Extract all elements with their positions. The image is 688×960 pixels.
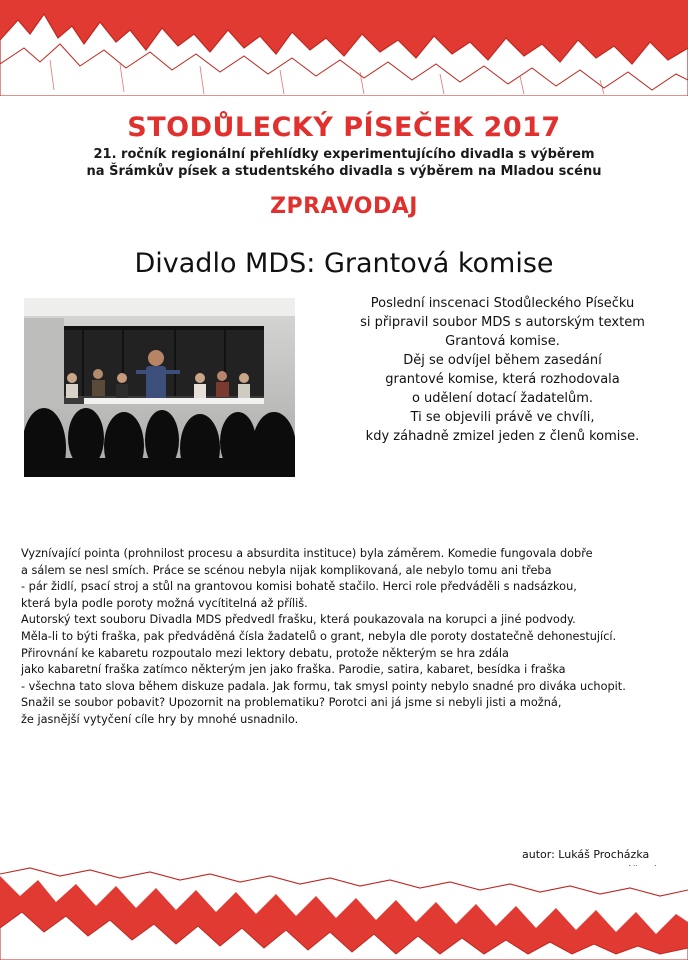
mountain-pattern-bottom xyxy=(0,866,688,960)
body-line: - pár židlí, psací stroj a stůl na grantovou komisi bohatě stačilo. Herci role předváděli s nadsázkou, xyxy=(21,580,577,594)
intro-line: Grantová komise. xyxy=(445,334,560,349)
body-line: Vyznívající pointa (prohnilost procesu a absurdita instituce) byla záměrem. Komedie fungovala dobře xyxy=(21,547,593,560)
body-line: Autorský text souboru Divadla MDS předvedl frašku, která poukazovala na korupci a jiné podvody. xyxy=(21,613,576,627)
author-credit: autor: Lukáš Procházka xyxy=(522,848,650,861)
body-line: a sálem se nesl smích. Práce se scénou nebyla nijak komplikovaná, ale nebylo tomu ani třeba xyxy=(21,563,552,577)
subtitle-line: na Šrámkův písek a studentského divadla s výběrem na Mladou scénu xyxy=(86,164,602,179)
newsletter-label: ZPRAVODAJ xyxy=(270,194,418,219)
festival-title: STODŮLECKÝ PÍSEČEK 2017 xyxy=(127,112,561,143)
body-line: Přirovnání ke kabaretu rozpoutalo mezi lektory debatu, protože některým se hra zdála xyxy=(21,646,509,660)
body-line: Snažil se soubor pobavit? Upozornit na problematiku? Porotci ani já jsme si nebyli jisti a možná, xyxy=(21,696,562,710)
body-line: Měla-li to býti fraška, pak předváděná čísla žadatelů o grant, nebyla dle poroty dostatečně dehonestující. xyxy=(21,629,617,643)
bottom-decorative-band xyxy=(0,866,688,960)
intro-line: Ti se objevili právě ve chvíli, xyxy=(410,410,595,425)
body-line: která byla podle poroty možná vycítitelná až příliš. xyxy=(21,596,308,610)
body-line: že jasnější vytyčení cíle hry by mnohé usnadnilo. xyxy=(21,712,299,726)
intro-line: o udělení dotací žadatelům. xyxy=(411,391,594,406)
festival-subtitle xyxy=(0,146,688,180)
intro-line: kdy záhadně zmizel jeden z členů komise. xyxy=(365,429,640,444)
body-line: - všechna tato slova během diskuze padala. Jak formu, tak smysl pointy nebylo snadné pro diváka uchopit. xyxy=(21,679,626,693)
article-intro xyxy=(330,294,675,446)
body-line: jako kabaretní fraška zatímco některým jen jako fraška. Parodie, satira, kabaret, besídka i fraška xyxy=(21,663,566,677)
stage-illustration xyxy=(24,298,295,477)
performance-photo xyxy=(24,298,295,477)
top-decorative-band xyxy=(0,0,688,96)
intro-line: Poslední inscenaci Stodůleckého Písečku xyxy=(370,296,635,311)
article-body xyxy=(21,546,676,729)
intro-line: Děj se odvíjel během zasedání xyxy=(403,353,602,368)
mountain-pattern-top xyxy=(0,0,688,96)
article-title: Divadlo MDS: Grantová komise xyxy=(134,248,554,279)
intro-line: grantové komise, která rozhodovala xyxy=(385,372,620,387)
intro-line: si připravil soubor MDS s autorským textem xyxy=(360,315,645,330)
subtitle-line: 21. ročník regionální přehlídky experimentujícího divadla s výběrem xyxy=(93,147,595,162)
